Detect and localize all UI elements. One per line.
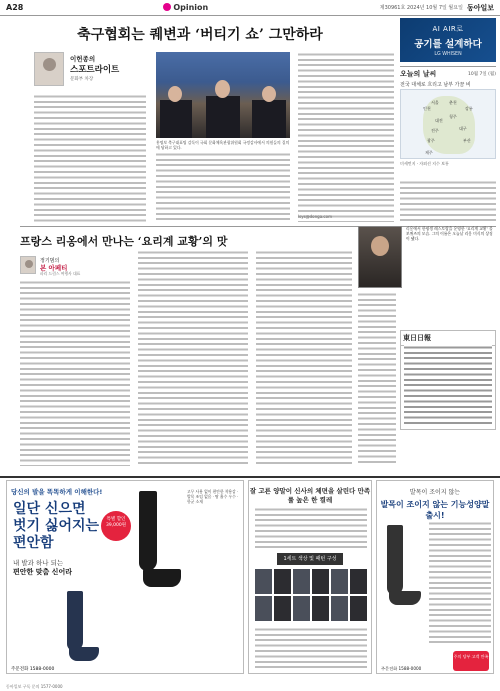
article2-photo-caption: 리옹에서 한평생 레스토랑을 운영한 ‘요리계 교황’ 폴 보퀴즈의 모습. 그의 이름은 오늘날 리옹 미식의 상징이 됐다. xyxy=(406,226,493,241)
sock-image xyxy=(139,491,157,571)
issue-meta: 제30961호 2024년 10월 7일 월요일 xyxy=(379,5,463,11)
city-label: 제주 xyxy=(425,150,433,155)
ad-body xyxy=(255,507,367,549)
photo-face xyxy=(168,86,182,102)
page-header xyxy=(0,0,500,16)
photo-face xyxy=(262,86,276,102)
city-label: 서울 xyxy=(431,100,439,105)
dongil-text xyxy=(404,345,492,427)
article1-col2 xyxy=(156,152,290,222)
city-label: 광주 xyxy=(427,138,435,143)
sock-image xyxy=(387,525,403,595)
sock-foot xyxy=(389,591,421,605)
section-dot-icon xyxy=(163,3,171,11)
article1-photo-caption: 홍명보 축구대표팀 감독이 국회 문화체육관광위원회 국정감사에서 의원들의 질의에 답하고 있다. xyxy=(156,140,290,150)
ad-headline: 발목이 조이지 않는 기능성양말 출시! xyxy=(380,500,490,520)
city-label: 춘천 xyxy=(449,100,457,105)
ad-strip xyxy=(0,476,500,691)
weather-map xyxy=(400,89,496,159)
sock-swatch xyxy=(350,596,367,621)
page-footer: 동아일보 구독 문의 1577-0000 xyxy=(6,684,63,689)
sock-swatch xyxy=(331,569,348,594)
city-label: 대전 xyxy=(435,118,443,123)
sock-image xyxy=(67,591,83,651)
sidebar-text xyxy=(400,180,496,222)
sock-foot xyxy=(69,647,99,661)
article1-col1 xyxy=(34,94,146,222)
ad-phone[interactable]: 주문전화 1588-0000 xyxy=(11,667,55,672)
article1-col3 xyxy=(298,52,394,222)
photo-face xyxy=(215,80,230,98)
author-name: 이헌종의 xyxy=(70,55,96,63)
article1-email: lsys@donga.com xyxy=(298,214,332,219)
weather-title: 오늘의 날씨 xyxy=(400,70,437,78)
sock-swatch xyxy=(255,569,272,594)
ad-headline: 공기를 설계하다 xyxy=(414,39,482,50)
sock-ad-middle[interactable] xyxy=(248,480,372,674)
sock-foot xyxy=(143,569,181,587)
article2-col4 xyxy=(358,292,396,466)
weather-box xyxy=(400,66,496,176)
column-title: 본 아페티 xyxy=(40,264,68,272)
city-label: 대구 xyxy=(459,126,467,131)
article2-col3 xyxy=(256,250,352,466)
ad-sub2: 편안한 맞춤 신어라 xyxy=(13,568,72,576)
ad-title: AI AIR로 xyxy=(432,25,464,33)
sock-swatch xyxy=(312,596,329,621)
author-name: 정기범의 xyxy=(40,258,60,264)
sock-ad-left[interactable] xyxy=(6,480,244,674)
article1-headline: 축구협회는 퀘변과 ‘버티기 쇼’ 그만하라 xyxy=(77,27,323,43)
sock-swatch xyxy=(331,596,348,621)
ad-sub: 내 발과 하나 되는 xyxy=(13,559,64,567)
dongil-title: 東日日報 xyxy=(401,331,495,346)
author-role: 문화부 차장 xyxy=(70,77,94,82)
dongil-box xyxy=(400,330,496,430)
city-label: 부산 xyxy=(463,138,471,143)
author-photo xyxy=(34,52,64,86)
sock-swatch xyxy=(293,569,310,594)
discount-badge: 특별 할인 39,000원 xyxy=(101,511,131,541)
ad-intro: 당신의 발을 똑똑하게 이해한다! xyxy=(11,488,103,496)
photo-figure xyxy=(252,100,286,138)
article1-author-box xyxy=(34,52,146,90)
ad-intro: 발목이 조이지 않는 xyxy=(409,489,461,496)
author-photo xyxy=(20,256,36,274)
sock-swatch xyxy=(312,569,329,594)
ad-color-box: 1세트 색상 및 패턴 구성 xyxy=(277,553,343,565)
sock-swatch xyxy=(293,596,310,621)
ad-body xyxy=(429,521,491,645)
ad-feature-list: 고무 사용 없이 편안한 착용감 · 발목 조임 없음 · 땀 흡수 우수 · 항균 소재 xyxy=(187,489,239,504)
sock-swatch xyxy=(274,569,291,594)
section-label xyxy=(163,3,208,12)
weather-footer: 미세먼지 · 자외선 지수 보통 xyxy=(400,161,449,166)
article2-photo xyxy=(358,226,402,288)
sidebar-ad[interactable] xyxy=(400,18,496,62)
ad-title: 잘 고른 양말이 신사의 체면을 살린다 만족률 높은 한 켤레 xyxy=(249,487,371,504)
article2-col2 xyxy=(138,250,248,466)
ad-headline: 일단 신으면 벗기 싫어지는 편안함 xyxy=(13,501,100,551)
city-label: 강릉 xyxy=(465,106,473,111)
sock-ad-right[interactable] xyxy=(376,480,494,674)
photo-figure xyxy=(206,96,240,138)
ad-body xyxy=(255,627,367,671)
paper-name: 동아일보 xyxy=(466,3,494,12)
article2-author-box xyxy=(20,256,140,276)
city-label: 청주 xyxy=(449,114,457,119)
section-name: Opinion xyxy=(173,3,209,12)
sock-color-grid xyxy=(255,569,367,621)
sock-swatch xyxy=(350,569,367,594)
weather-summary: 전국 대체로 흐리고 남부 가끔 비 xyxy=(400,82,471,88)
photo-figure xyxy=(160,100,192,138)
city-label: 인천 xyxy=(423,106,431,111)
page-number: A28 xyxy=(6,3,24,12)
weather-date: 10월 7일 (월) xyxy=(467,72,496,77)
city-label: 전주 xyxy=(431,128,439,133)
column-title: 스포트라이트 xyxy=(70,65,120,75)
sock-swatch xyxy=(274,596,291,621)
article2-headline: 프랑스 리옹에서 만나는 ‘요리계 교황’의 맛 xyxy=(20,235,228,248)
article2-col1 xyxy=(20,280,130,466)
sock-swatch xyxy=(255,596,272,621)
article1-photo xyxy=(156,52,290,138)
ad-brand: LG WHISEN xyxy=(434,52,462,57)
ad-phone[interactable]: 주문전화 1588-0000 xyxy=(381,666,422,671)
ad-badge: 주의 당부 고객 만족 xyxy=(453,651,489,671)
author-role: 파리 드림스 여행사 대표 xyxy=(40,271,81,276)
